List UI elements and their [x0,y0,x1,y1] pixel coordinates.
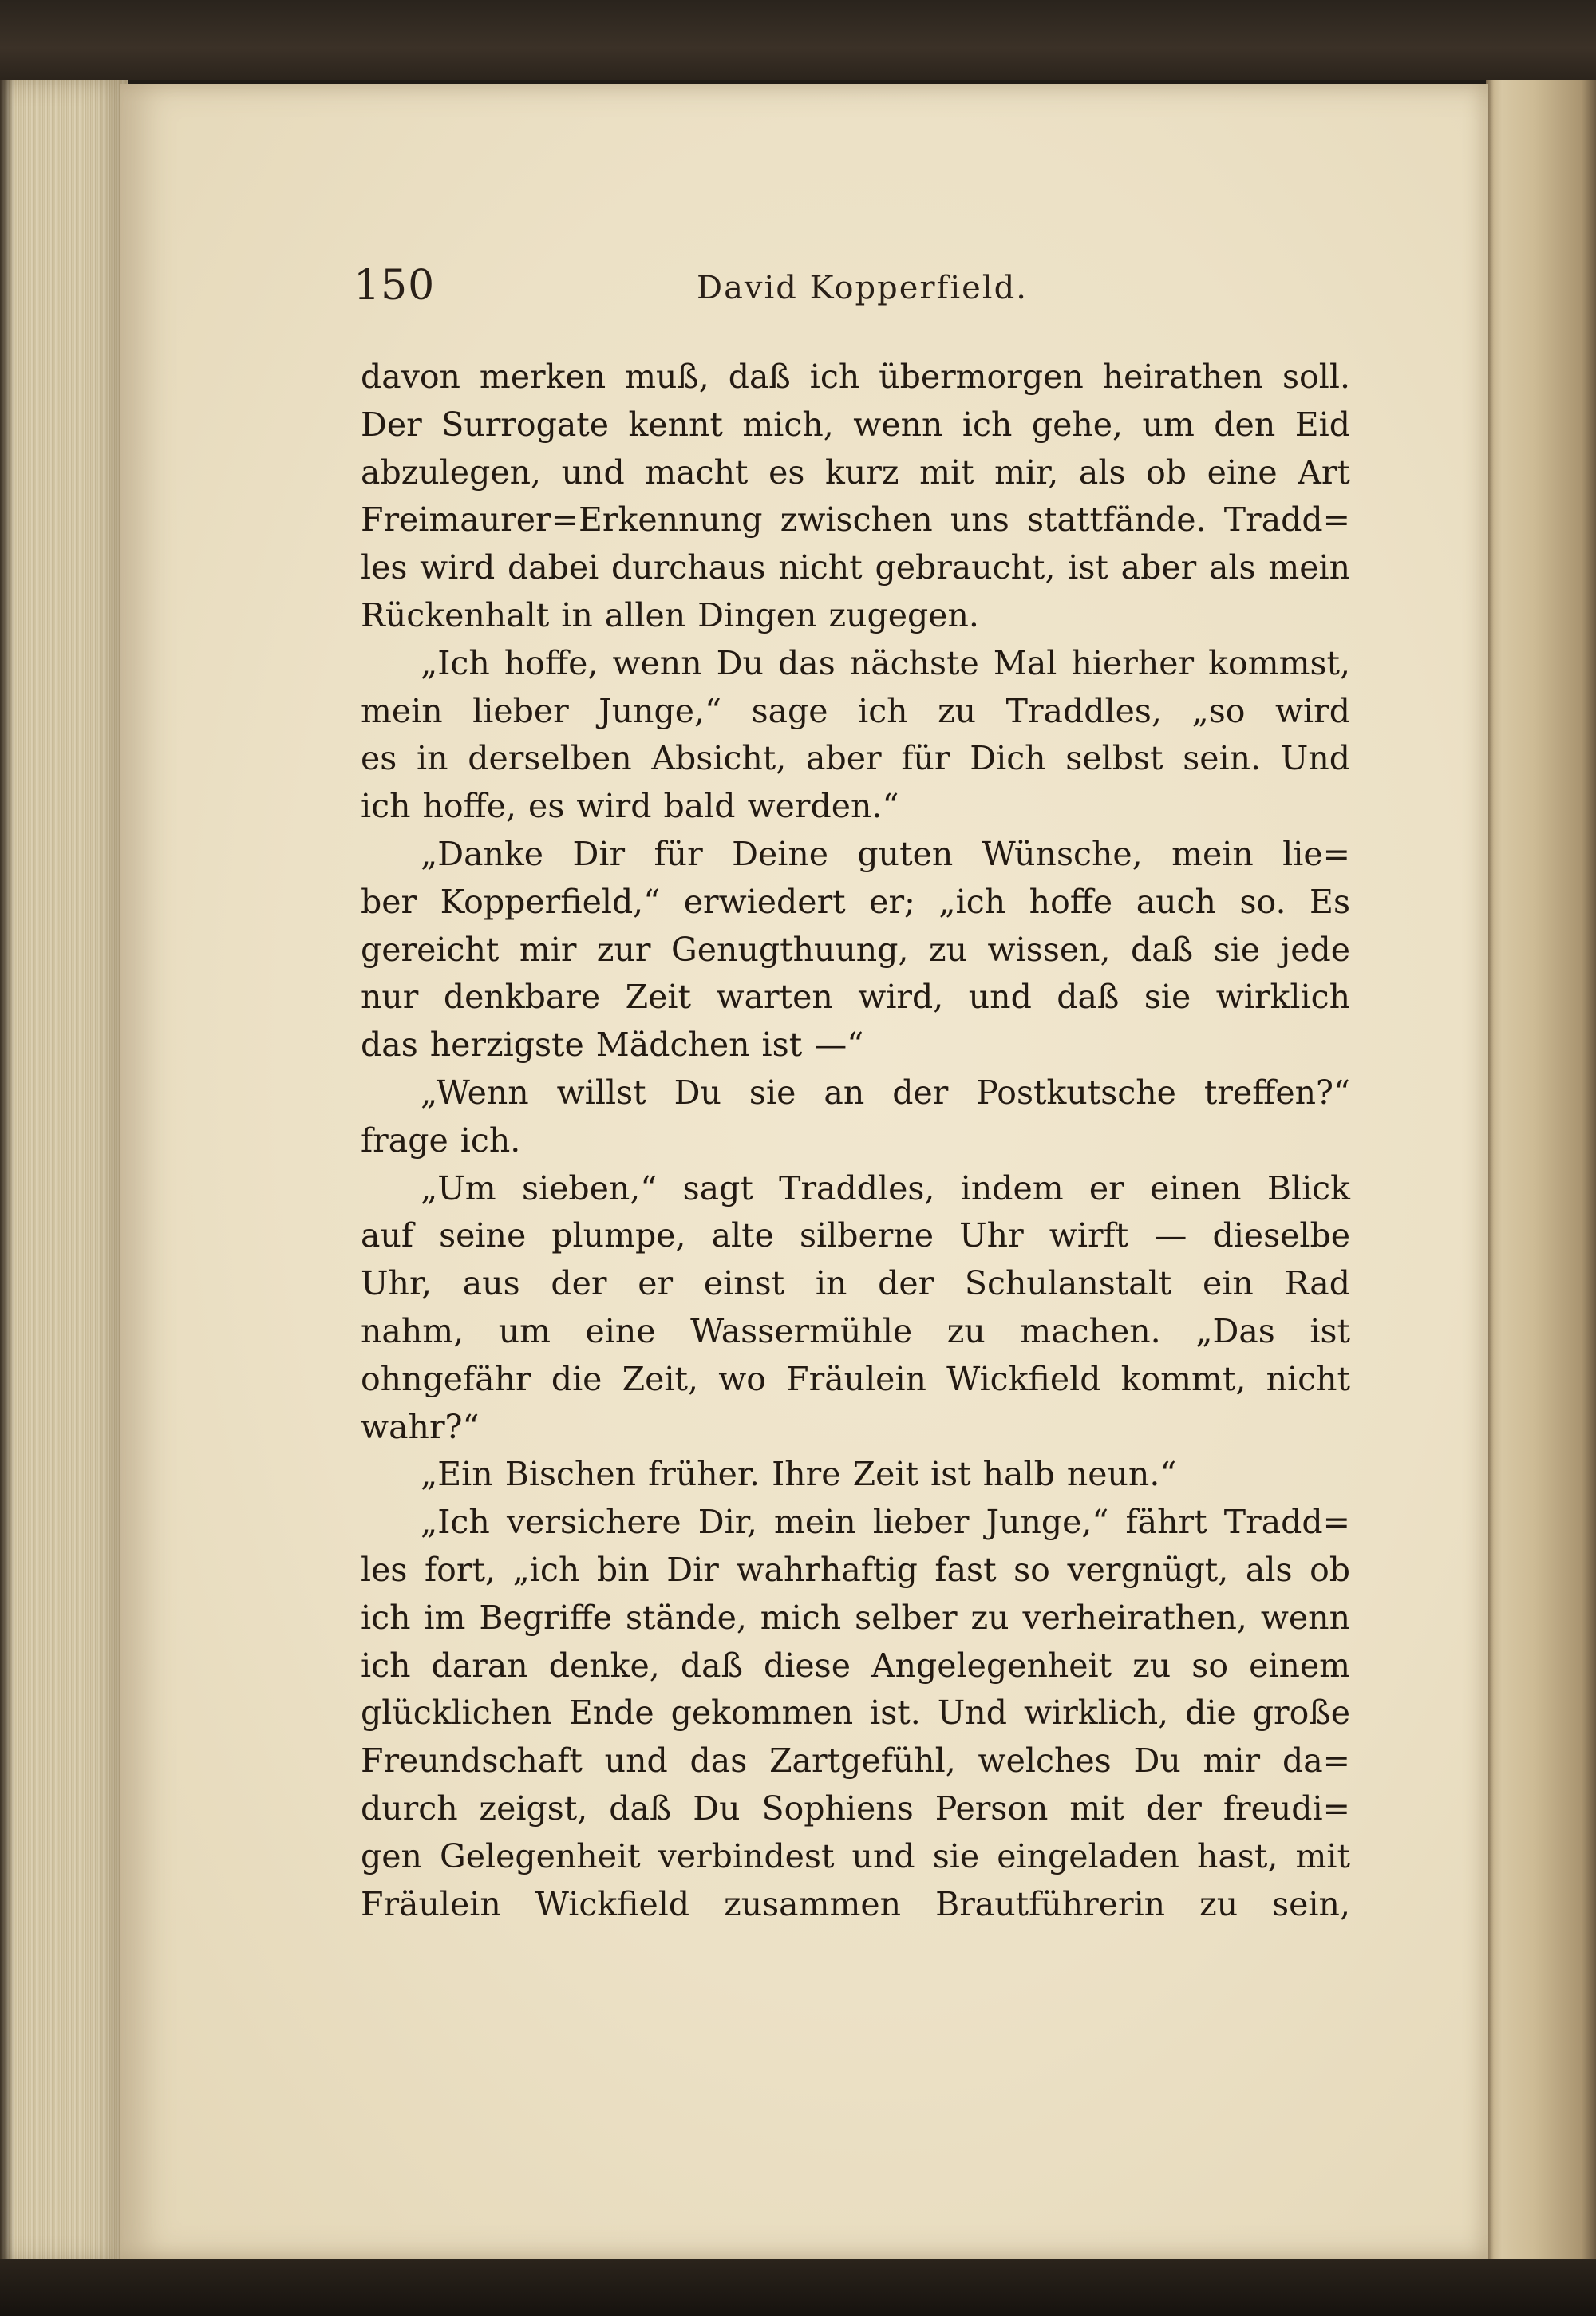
text-line: Freimaurer=Erkennung zwischen uns stattfände. Tradd= [361,500,1350,539]
page-header [354,262,1375,318]
text-line: glücklichen Ende gekommen ist. Und wirklich, die große [361,1694,1350,1733]
text-line: das herzigste Mädchen ist —“ [361,1026,864,1065]
text-line: ich hoffe, es wird bald werden.“ [361,787,899,826]
text-line: nur denkbare Zeit warten wird, und daß sie wirklich [361,978,1350,1017]
text-line: Der Surrogate kennt mich, wenn ich gehe, um den Eid [361,405,1350,444]
text-line: gen Gelegenheit verbindest und sie eingeladen hast, mit [361,1836,1350,1875]
text-line: frage ich. [361,1120,521,1160]
text-line: wahr?“ [361,1407,480,1446]
book-cover-top [0,0,1596,80]
text-line: ohngefähr die Zeit, wo Fräulein Wickfield kommt, nicht [361,1359,1350,1398]
text-line: ber Kopperfield,“ erwiedert er; „ich hoffe auch so. Es [361,882,1350,921]
text-line: ich daran denke, daß diese Angelegenheit zu so einem [361,1646,1350,1685]
text-line: mein lieber Junge,“ sage ich zu Traddles, „so wird [361,691,1350,730]
text-line: es in derselben Absicht, aber für Dich selbst sein. Und [361,739,1350,778]
text-line: abzulegen, und macht es kurz mit mir, als ob eine Art [361,453,1350,492]
text-line: Rückenhalt in allen Dingen zugegen. [361,595,979,634]
text-line: les fort, „ich bin Dir wahrhaftig fast so vergnügt, als ob [361,1550,1350,1589]
text-line: „Wenn willst Du sie an der Postkutsche treffen?“ [421,1073,1350,1112]
text-line: Fräulein Wickfield zusammen Brautführerin zu sein, [361,1884,1350,1923]
running-head: David Kopperfield. [697,270,1028,306]
text-line: „Danke Dir für Deine guten Wünsche, mein lie= [421,834,1350,873]
text-line: „Um sieben,“ sagt Traddles, indem er einen Blick [421,1168,1350,1207]
binding-shadow [0,80,14,2263]
page-edge-right [1486,80,1596,2263]
text-line: durch zeigst, daß Du Sophiens Person mit der freudi= [361,1788,1350,1828]
text-line: davon merken muß, daß ich übermorgen heirathen soll. [361,358,1350,396]
text-line: „Ein Bischen früher. Ihre Zeit ist halb neun.“ [421,1455,1177,1494]
text-line: „Ich hoffe, wenn Du das nächste Mal hierher kommst, [421,643,1350,682]
page-edges-left [0,80,128,2263]
text-line: Uhr, aus der er einst in der Schulanstalt ein Rad [361,1264,1350,1303]
text-line: Freundschaft und das Zartgefühl, welches Du mir da= [361,1741,1350,1780]
text-line: nahm, um eine Wassermühle zu machen. „Das ist [361,1311,1350,1350]
text-line: „Ich versichere Dir, mein lieber Junge,“ fährt Tradd= [421,1503,1350,1542]
page-number: 150 [354,262,436,310]
book-cover-bottom [0,2259,1596,2316]
text-line: les wird dabei durchaus nicht gebraucht, ist aber als mein [361,548,1350,587]
text-line: gereicht mir zur Genugthuung, zu wissen, daß sie jede [361,930,1350,969]
body-text [361,354,1350,1928]
text-line: ich im Begriffe stände, mich selber zu verheirathen, wenn [361,1598,1350,1637]
text-line: auf seine plumpe, alte silberne Uhr wirft — dieselbe [361,1216,1350,1255]
